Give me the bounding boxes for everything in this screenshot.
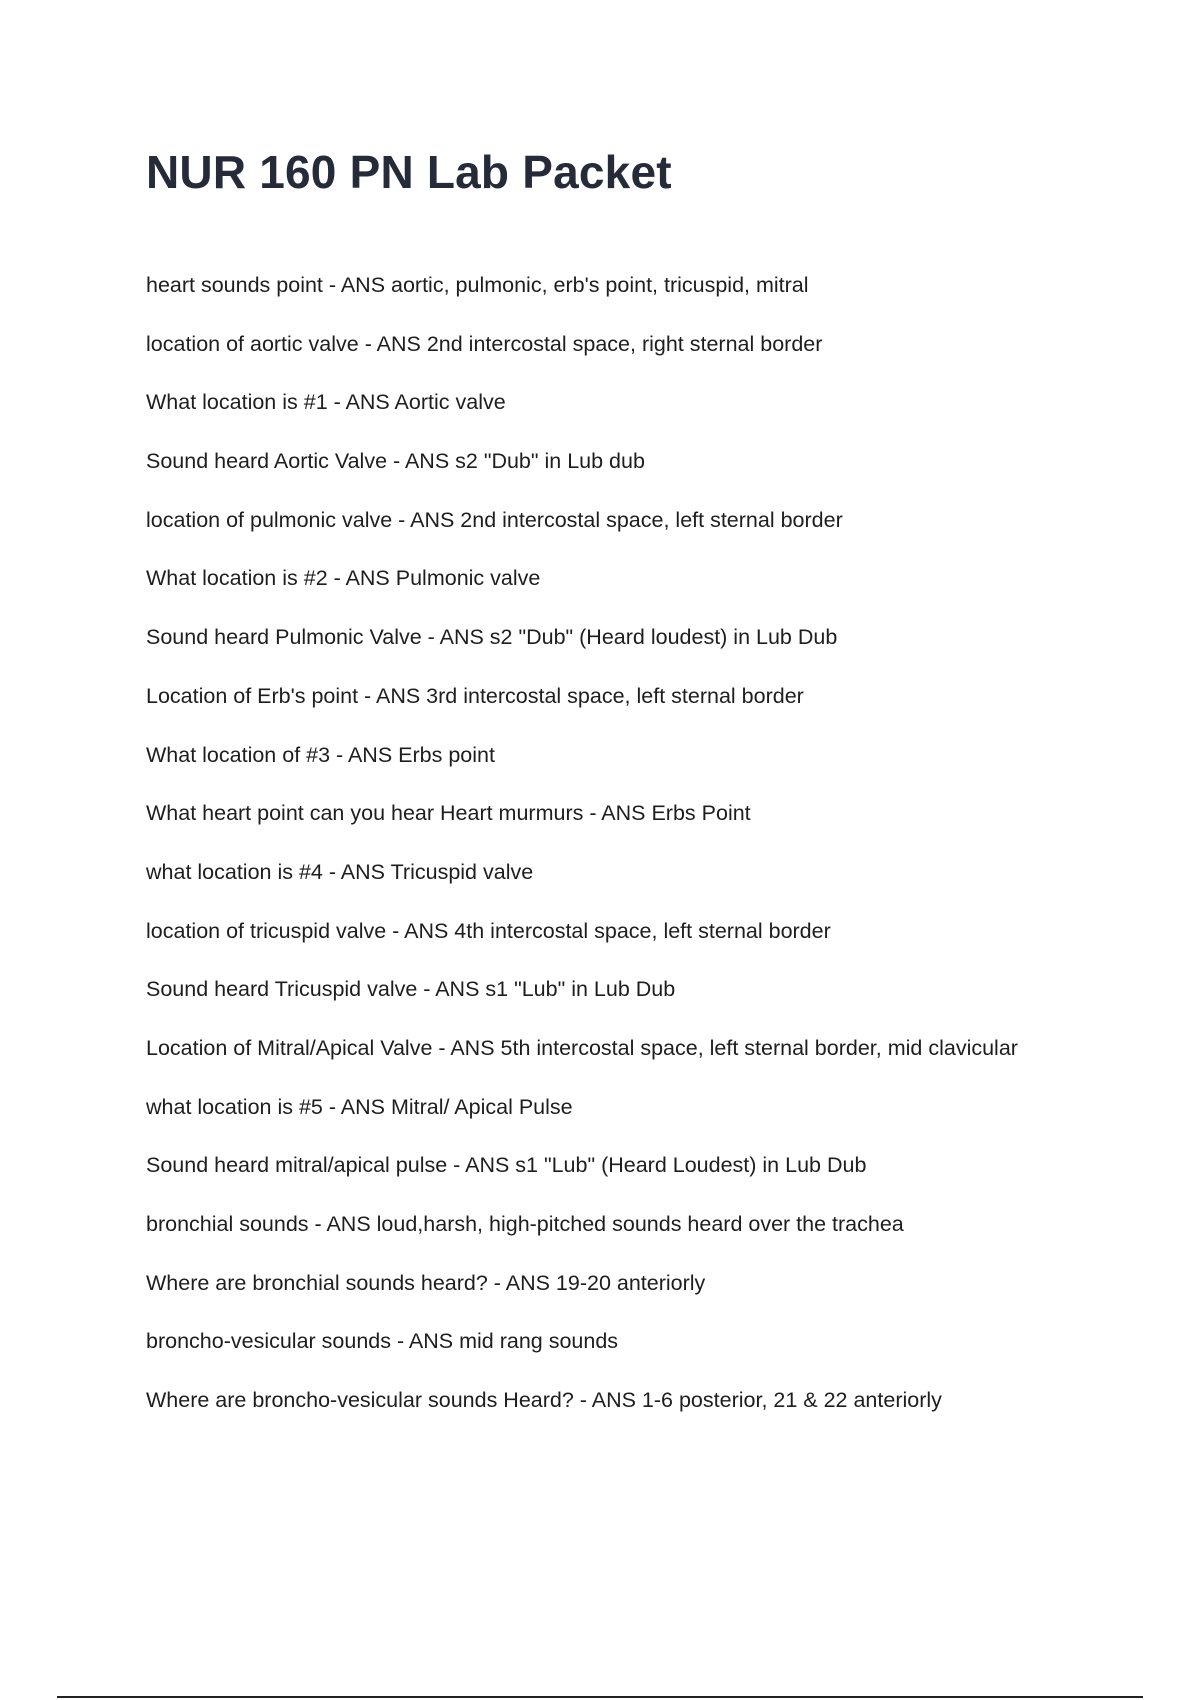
qa-item: Sound heard Tricuspid valve - ANS s1 "Lub" in Lub Dub <box>146 977 676 1002</box>
qa-list <box>146 270 1146 1444</box>
qa-item: Sound heard Aortic Valve - ANS s2 "Dub" in Lub dub <box>146 449 645 474</box>
qa-item: Sound heard mitral/apical pulse - ANS s1 "Lub" (Heard Loudest) in Lub Dub <box>146 1153 867 1178</box>
qa-item: What heart point can you hear Heart murmurs - ANS Erbs Point <box>146 801 751 826</box>
qa-item: location of tricuspid valve - ANS 4th intercostal space, left sternal border <box>146 918 831 943</box>
qa-item: Where are broncho-vesicular sounds Heard? - ANS 1-6 posterior, 21 & 22 anteriorly <box>146 1388 942 1413</box>
qa-item: location of aortic valve - ANS 2nd intercostal space, right sternal border <box>146 331 823 356</box>
qa-item: broncho-vesicular sounds - ANS mid rang sounds <box>146 1329 619 1354</box>
qa-item: bronchial sounds - ANS loud,harsh, high-pitched sounds heard over the trachea <box>146 1212 904 1236</box>
qa-item: location of pulmonic valve - ANS 2nd intercostal space, left sternal border <box>146 507 843 532</box>
qa-item: Location of Mitral/Apical Valve - ANS 5th intercostal space, left sternal border, mid clavicular <box>146 1035 1018 1060</box>
qa-item: what location is #4 - ANS Tricuspid valve <box>146 859 534 884</box>
qa-item: What location is #2 - ANS Pulmonic valve <box>146 566 541 591</box>
qa-item: Where are bronchial sounds heard? - ANS 19-20 anteriorly <box>146 1270 706 1295</box>
qa-item: Sound heard Pulmonic Valve - ANS s2 "Dub" (Heard loudest) in Lub Dub <box>146 625 838 650</box>
qa-item: Location of Erb's point - ANS 3rd intercostal space, left sternal border <box>146 683 804 708</box>
qa-item: what location is #5 - ANS Mitral/ Apical Pulse <box>146 1094 573 1119</box>
qa-item: heart sounds point - ANS aortic, pulmonic, erb's point, tricuspid, mitral <box>146 273 809 297</box>
document-title: NUR 160 PN Lab Packet <box>146 146 672 198</box>
footer-divider <box>57 1696 1143 1698</box>
qa-item: What location of #3 - ANS Erbs point <box>146 742 495 767</box>
qa-item: What location is #1 - ANS Aortic valve <box>146 390 506 415</box>
